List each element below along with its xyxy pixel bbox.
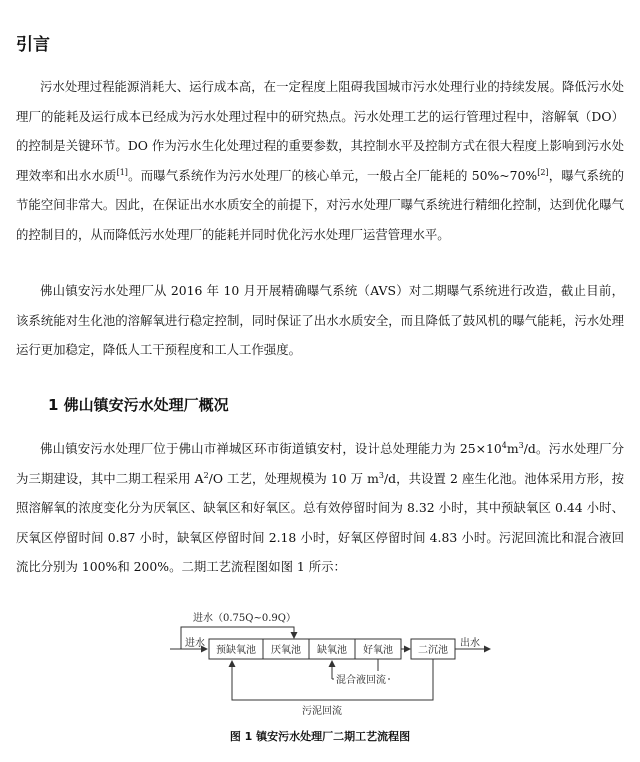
figure-caption: 图 1 镇安污水处理厂二期工艺流程图 — [229, 730, 411, 743]
label-tank-anoxic: 缺氧池 — [317, 645, 347, 656]
label-mixed-liquor-return: 混合液回流 — [336, 675, 386, 686]
paragraph-intro-2: 佛山镇安污水处理厂从 2016 年 10 月开展精确曝气系统（AVS）对二期曝气系统进行改造，截止目前，该系统能对生化池的溶解氧进行稳定控制，同时保证了出水水质安全，而且降低了鼓风机的曝气能耗，污水处理运行更加稳定，降低人工干预程度和工人工作强度。 — [16, 283, 624, 357]
label-secondary-clarifier: 二沉池 — [418, 645, 448, 656]
label-tank-pre-anoxic: 预缺氧池 — [216, 645, 256, 656]
label-tank-aerobic: 好氧池 — [363, 645, 393, 656]
label-sludge-return: 污泥回流 — [302, 706, 342, 717]
paragraph-overview: 佛山镇安污水处理厂位于佛山市禅城区环市街道镇安村，设计总处理能力为 $25\times 10^4m^3/d$。污水处理厂分为三期建设，其中二期工程采用 $A^2/O$ 工艺，处理规模为 10 万 $m^3/d$，共设置 2 座生化池。池体采用方形，按照溶解氧的浓度变化分为厌氧区、缺氧区和好氧区。总有效停留时间为 8.32 小时，其中预缺氧区 0.44 小时、厌氧区停留时间 0.87 小时，缺氧区停留时间 2.18 小时，好氧区停留时间 4.83 小时。污泥回流比和混合液回流比分别为 100%和 200%。二期工艺流程图如图 1 所示： — [16, 440, 625, 574]
label-influent: 进水 — [185, 638, 205, 649]
label-effluent: 出水 — [460, 638, 480, 649]
heading-introduction: 引言 — [16, 35, 50, 55]
heading-section-1: 1 佛山镇安污水处理厂概况 — [48, 396, 229, 414]
citation-1: [1] — [116, 167, 128, 177]
citation-2: [2] — [537, 167, 549, 177]
paragraph-intro-1: 污水处理过程能源消耗大、运行成本高，在一定程度上阻碍我国城市污水处理行业的持续发展。降低污水处理厂的能耗及运行成本已经成为污水处理过程中的研究热点。污水处理工艺的运行管理过程中，溶解氧（DO）的控制是关键环节。DO 作为污水生化处理过程的重要参数，其控制水平及控制方式在很大程度上影响到污水处理效率和出水水质[1]。而曝气系统作为污水处理厂的核心单元，一般占全厂能耗的 50%~70%[2]，曝气系统的节能空间非常大。因此，在保证出水水质安全的前提下，对污水处理厂曝气系统进行精细化控制，达到优化曝气的控制目的，从而降低污水处理厂的能耗并同时优化污水处理厂运营管理水平。 — [16, 79, 625, 242]
label-tank-anaerobic: 厌氧池 — [271, 645, 301, 656]
label-influent-split: 进水（0.75Q~0.9Q） — [193, 613, 296, 624]
